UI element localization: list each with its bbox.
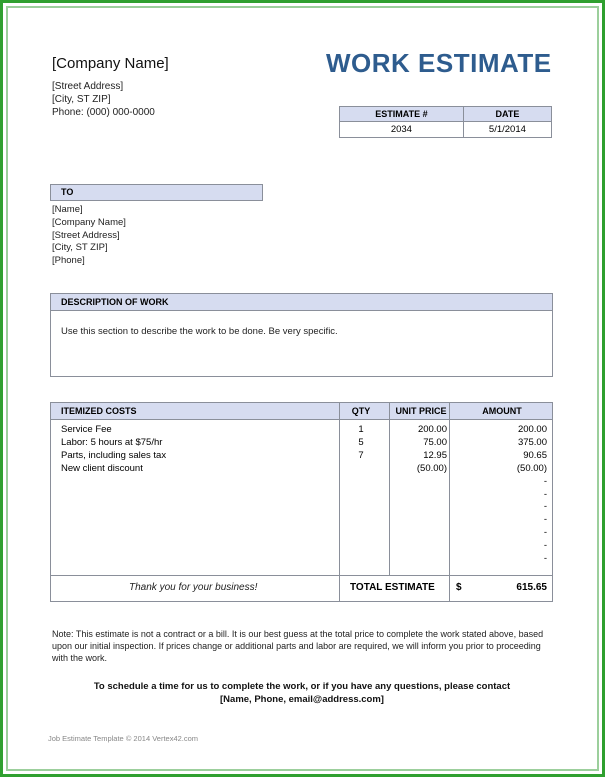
total-label: TOTAL ESTIMATE [350,582,435,593]
to-header: TO [50,184,263,201]
table-row [51,436,552,449]
thank-you-message: Thank you for your business! [129,582,258,593]
item-unit-price: 12.95 [423,449,447,461]
estimate-date-header: DATE [463,107,551,122]
to-name: [Name] [52,204,83,215]
description-box [50,293,553,377]
page-title: WORK ESTIMATE [326,48,552,78]
estimate-number-header: ESTIMATE # [340,107,464,122]
template-credit: Job Estimate Template © 2014 Vertex42.com [48,734,199,743]
table-row [51,500,552,513]
item-qty: 7 [358,449,364,461]
contact-line-1: To schedule a time for us to complete the work, or if you have any questions, please contact [93,681,511,692]
item-unit-price: (50.00) [416,462,447,474]
item-amount: - [543,553,547,564]
item-amount: - [543,514,547,526]
disclaimer-note: Note: This estimate is not a contract or a bill. It is our best guess at the total price to complete the work stated above, based upon our initial inspection. If prices change or additional parts and labor are required, we will inform you prior to proceeding with the work. [52,629,544,663]
table-row [51,462,552,475]
description-header: DESCRIPTION OF WORK [51,294,552,311]
item-description: Service Fee [61,424,112,435]
itemized-costs-table [50,402,553,602]
item-description: Parts, including sales tax [61,449,167,461]
estimate-number: 2034 [340,122,464,138]
items-header-unit: UNIT PRICE [395,406,447,416]
item-amount: 200.00 [517,424,547,435]
item-amount: - [543,501,547,513]
item-qty: 5 [358,436,364,448]
item-amount: (50.00) [516,462,547,474]
footer-divider [51,575,552,576]
company-phone: Phone: (000) 000-0000 [52,107,155,118]
estimate-date: 5/1/2014 [463,122,551,138]
table-row [51,513,552,526]
table-row [51,488,552,501]
to-company: [Company Name] [52,217,126,228]
item-description: New client discount [61,462,143,474]
item-unit-price: 200.00 [417,424,447,435]
to-phone: [Phone] [52,255,85,266]
item-description: Labor: 5 hours at $75/hr [61,436,163,448]
items-header-qty: QTY [351,406,371,416]
table-row [51,423,552,436]
table-row [51,526,552,539]
item-amount: 90.65 [523,449,547,461]
item-amount: - [543,488,547,500]
table-row [51,539,552,552]
item-amount: - [543,540,547,552]
contact-info [52,680,552,706]
to-city: [City, ST ZIP] [52,242,108,253]
item-amount: 375.00 [517,436,547,448]
table-row [51,449,552,462]
item-amount: - [543,527,547,539]
total-value: 615.65 [516,582,547,593]
items-header-row [51,403,552,420]
to-street: [Street Address] [52,230,120,241]
total-currency: $ [456,582,462,593]
company-city: [City, ST ZIP] [52,94,111,105]
item-qty: 1 [358,424,364,435]
description-text: Use this section to describe the work to be done. Be very specific. [61,326,338,337]
item-amount: - [543,475,547,487]
table-row [51,552,552,565]
items-header-amount: AMOUNT [482,406,522,416]
company-street: [Street Address] [52,81,124,92]
table-row [51,475,552,488]
estimate-info-table [339,106,552,138]
contact-line-2: [Name, Phone, email@address.com] [220,694,384,705]
items-header-desc: ITEMIZED COSTS [61,406,137,416]
company-name: [Company Name] [52,55,169,72]
item-unit-price: 75.00 [423,436,447,448]
